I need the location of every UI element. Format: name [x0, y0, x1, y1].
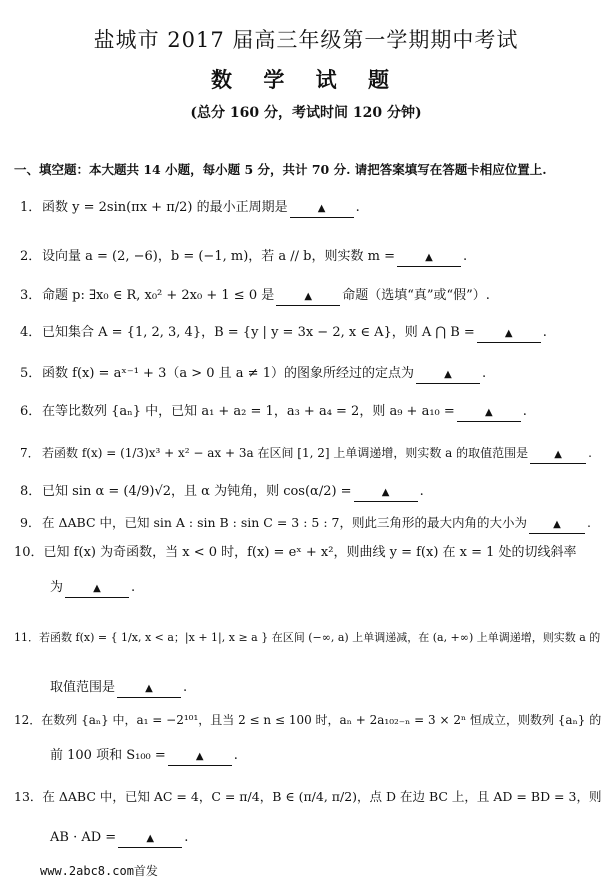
answer-blank: ▲ — [276, 288, 340, 306]
exam-subtitle: 数 学 试 题 — [211, 67, 401, 92]
answer-blank: ▲ — [65, 580, 129, 598]
question-10: 10．已知 f(x) 为奇函数，当 x < 0 时，f(x) = eˣ + x²，则曲线 y = f(x) 在 x = 1 处的切线斜率 — [14, 545, 577, 560]
answer-blank: ▲ — [290, 200, 354, 218]
answer-blank: ▲ — [530, 445, 586, 464]
question-11: 11．若函数 f(x) = { 1/x, x < a；|x + 1|, x ≥ a } 在区间 (−∞, a) 上单调递减，在 (a, +∞) 上单调递增，则实数 a 的 — [14, 631, 601, 644]
question-12-continuation: 前 100 项和 S₁₀₀ = ▲ . — [50, 746, 590, 766]
question-5: 5．函数 f(x) = aˣ⁻¹ + 3（a > 0 且 a ≠ 1）的图象所经过的定点为 ▲ . — [20, 364, 596, 384]
question-2: 2．设向量 a = (2, −6)，b = (−1, m)，若 a // b，则实数 m = ▲ . — [20, 247, 596, 267]
answer-blank: ▲ — [168, 748, 232, 766]
question-4: 4．已知集合 A = {1, 2, 3, 4}，B = {y | y = 3x − 2, x ∈ A}，则 A ⋂ B = ▲ . — [20, 323, 596, 343]
question-6: 6．在等比数列 {aₙ} 中，已知 a₁ + a₂ = 1，a₃ + a₄ = 2，则 a₉ + a₁₀ = ▲ . — [20, 402, 596, 422]
question-1: 1．函数 y = 2sin(πx + π/2) 的最小正周期是 ▲ . — [20, 198, 596, 218]
section-heading: 一、填空题：本大题共 14 小题，每小题 5 分，共计 70 分. 请把答案填写在答题卡相应位置上. — [14, 162, 547, 177]
question-13-continuation: AB · AD = ▲ . — [50, 828, 590, 848]
question-10-continuation: 为 ▲ . — [50, 578, 590, 598]
exam-meta: (总分 160 分，考试时间 120 分钟) — [190, 105, 422, 121]
answer-blank: ▲ — [416, 366, 480, 384]
question-9: 9． 在 ΔABC 中，已知 sin A : sin B : sin C = 3 : 5 : 7，则此三角形的最大内角的大小为 ▲ . — [20, 513, 596, 534]
answer-blank: ▲ — [117, 680, 181, 698]
answer-blank: ▲ — [118, 830, 182, 848]
answer-blank: ▲ — [457, 404, 521, 422]
answer-blank: ▲ — [354, 484, 418, 502]
answer-blank: ▲ — [529, 515, 585, 534]
source-watermark: www.2abc8.com首发 — [40, 864, 158, 878]
answer-blank: ▲ — [477, 325, 541, 343]
question-11-continuation: 取值范围是 ▲ . — [50, 678, 590, 698]
question-3: 3．命题 p: ∃x₀ ∈ R, x₀² + 2x₀ + 1 ≤ 0 是 ▲ 命题（选填“真”或“假”）. — [20, 286, 596, 306]
answer-blank: ▲ — [397, 249, 461, 267]
question-7: 7． 若函数 f(x) = (1/3)x³ + x² − ax + 3a 在区间 [1, 2] 上单调递增，则实数 a 的取值范围是 ▲ . — [20, 443, 596, 464]
question-12: 12．在数列 {aₙ} 中，a₁ = −2¹⁰¹，且当 2 ≤ n ≤ 100 时，aₙ + 2a₁₀₂₋ₙ = 3 × 2ⁿ 恒成立，则数列 {aₙ} 的 — [14, 713, 602, 727]
exam-title: 盐城市 2017 届高三年级第一学期期中考试 — [93, 28, 519, 52]
question-13: 13．在 ΔABC 中，已知 AC = 4，C = π/4，B ∈ (π/4, π/2)，点 D 在边 BC 上，且 AD = BD = 3，则 — [14, 789, 602, 804]
question-8: 8．已知 sin α = (4/9)√2，且 α 为钝角，则 cos(α/2) = ▲ . — [20, 482, 596, 502]
